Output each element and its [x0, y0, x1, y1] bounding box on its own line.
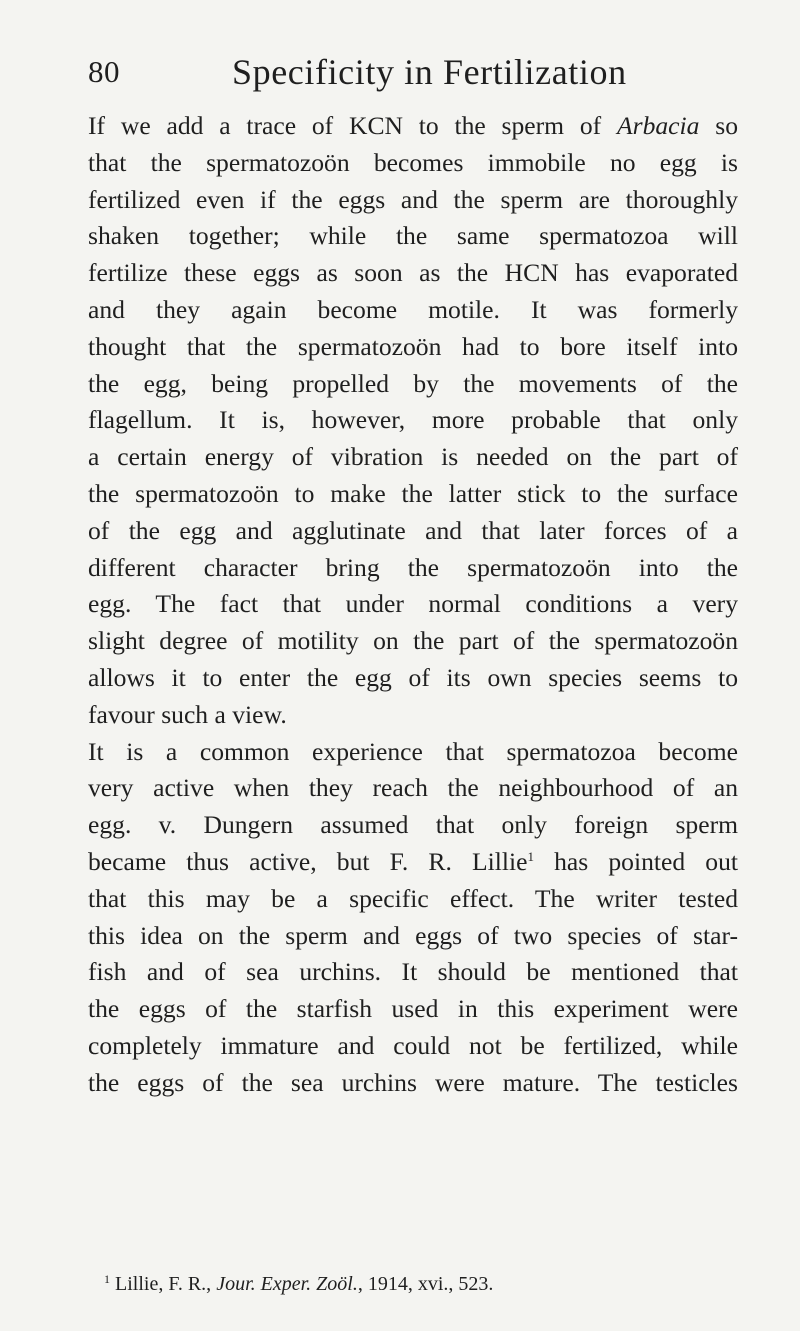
- running-head: Specificity in Fertilization: [232, 52, 627, 92]
- text-line: different character bring the spermatozoön into the: [88, 552, 738, 582]
- text-line: allows it to enter the egg of its own species seems to: [88, 662, 738, 692]
- text-line: that the spermatozoön becomes immobile no egg is: [88, 147, 738, 177]
- text-line: the egg, being propelled by the movements of the: [88, 368, 738, 398]
- text-line: egg. v. Dungern assumed that only foreign sperm: [88, 810, 738, 840]
- text-line: completely immature and could not be fertilized, while: [88, 1030, 738, 1060]
- text-line: fish and of sea urchins. It should be mentioned that: [88, 957, 738, 987]
- footnote: [104, 1269, 754, 1299]
- text-line: fertilized even if the eggs and the sperm are thoroughly: [88, 184, 738, 214]
- text-line: flagellum. It is, however, more probable that only: [88, 405, 738, 435]
- text-line: It is a common experience that spermatozoa become: [88, 736, 738, 766]
- text-line: the eggs of the sea urchins were mature. The testicles: [88, 1067, 738, 1097]
- text-line: If we add a trace of KCN to the sperm of Arbacia so: [88, 111, 738, 140]
- text-line: very active when they reach the neighbourhood of an: [88, 773, 738, 803]
- text-line: fertilize these eggs as soon as the HCN has evaporated: [88, 258, 738, 288]
- text-line: egg. The fact that under normal conditions a very: [88, 589, 738, 619]
- footnote-number: 1: [104, 1272, 110, 1286]
- footnote-marker: 1: [527, 848, 534, 864]
- text-line: that this may be a specific effect. The writer tested: [88, 883, 738, 913]
- footnote-author: Lillie, F. R.,: [115, 1273, 217, 1295]
- text-line: and they again become motile. It was formerly: [88, 294, 738, 324]
- footnote-journal: Jour. Exper. Zoöl.: [216, 1273, 358, 1295]
- text-line: this idea on the sperm and eggs of two species of star-: [88, 920, 738, 950]
- text-line: became thus active, but F. R. Lillie$^1$ has pointed out: [88, 846, 738, 876]
- text-line: shaken together; while the same spermatozoa will: [88, 221, 738, 251]
- text-line: the eggs of the starfish used in this experiment were: [88, 994, 738, 1024]
- page-number: 80: [88, 54, 120, 89]
- body-text: [88, 108, 738, 1102]
- text-line: slight degree of motility on the part of the spermatozoön: [88, 626, 738, 656]
- genus-name: Arbacia: [616, 111, 700, 140]
- text-line: favour such a view.: [88, 699, 287, 729]
- text-line: a certain energy of vibration is needed on the part of: [88, 442, 738, 472]
- text-line: of the egg and agglutinate and that later forces of a: [88, 515, 738, 545]
- text-line: the spermatozoön to make the latter stick to the surface: [88, 478, 738, 508]
- footnote-citation: , 1914, xvi., 523.: [357, 1273, 494, 1295]
- text-line: thought that the spermatozoön had to bore itself into: [88, 331, 738, 361]
